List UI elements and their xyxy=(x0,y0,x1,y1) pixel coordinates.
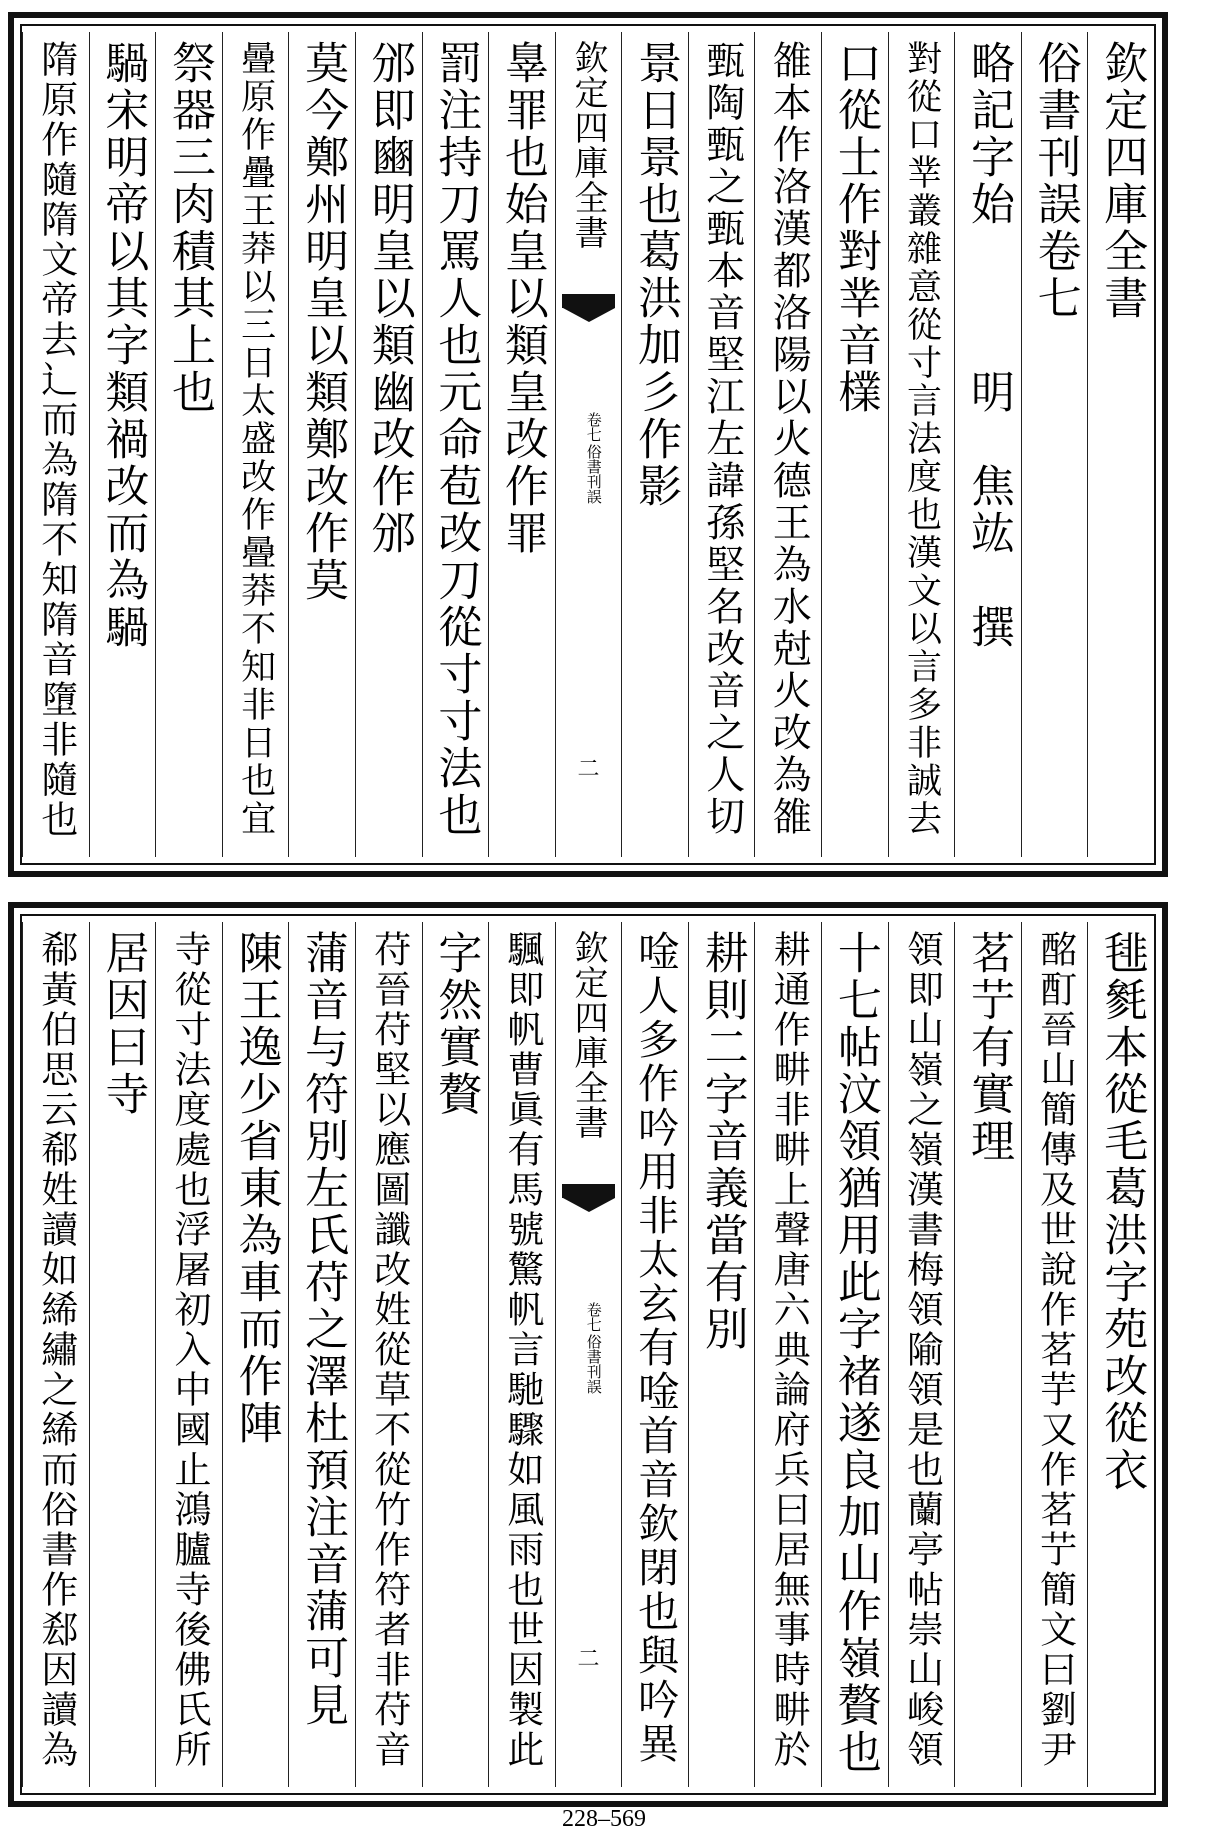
text-column xyxy=(22,922,89,1787)
column-text: 酩酊晉山簡傳及世說作茗芋又作茗艼簡文曰劉尹 xyxy=(1033,930,1077,1770)
text-column xyxy=(422,32,489,857)
text-column xyxy=(288,32,355,857)
column-text: 苻晉苻堅以應圖讖改姓從草不從竹作符者非苻音 xyxy=(367,930,411,1770)
text-column xyxy=(888,32,955,857)
band-book-title: 俗書刊誤 xyxy=(584,444,603,504)
column-text: 蒲音与符別左氏苻之澤杜預注音蒲可見 xyxy=(297,930,349,1729)
text-column xyxy=(821,922,888,1787)
band-book-info xyxy=(585,412,603,504)
band-book-info xyxy=(585,1302,603,1394)
column-text: 居因曰寺 xyxy=(97,930,149,1118)
text-column xyxy=(288,922,355,1787)
column-text: 騧宋明帝以其字類禍改而為騧 xyxy=(97,40,149,651)
fish-tail-mark xyxy=(562,294,616,322)
column-text: 十七帖汶領猶用此字褚遂良加山作嶺贅也 xyxy=(829,930,881,1776)
band-volume: 卷七 xyxy=(584,1302,603,1332)
text-column xyxy=(1021,32,1088,857)
text-column xyxy=(355,32,422,857)
text-column xyxy=(754,32,821,857)
text-column xyxy=(621,32,688,857)
column-text: 陳王逸少省東為車而作陣 xyxy=(230,930,282,1447)
footer-page-number: 228–569 xyxy=(562,1806,646,1832)
column-text: 茗艼有實理 xyxy=(963,930,1015,1165)
text-column xyxy=(155,922,222,1787)
page-upper xyxy=(8,12,1168,877)
center-band xyxy=(555,32,622,857)
band-book-title: 俗書刊誤 xyxy=(584,1334,603,1394)
text-column xyxy=(821,32,888,857)
text-column xyxy=(1021,922,1088,1787)
column-text: 莫今鄭州明皇以類鄭改作莫 xyxy=(297,40,349,604)
column-text: 欽定四庫全書 xyxy=(1096,40,1148,322)
column-text: 俗書刊誤卷七 xyxy=(1029,40,1081,322)
text-column xyxy=(688,32,755,857)
text-column xyxy=(89,32,156,857)
text-column xyxy=(89,922,156,1787)
band-page-number: 二 xyxy=(577,757,600,782)
text-column xyxy=(954,922,1021,1787)
text-column xyxy=(621,922,688,1787)
column-text: 郗黃伯思云郗姓讀如絺繡之絺而俗書作郄因讀為 xyxy=(34,930,78,1770)
fish-tail-mark xyxy=(562,1184,616,1212)
column-text: 耕則二字音義當有別 xyxy=(696,930,748,1353)
band-page-number: 二 xyxy=(577,1647,600,1672)
column-text: 對從口丵叢雜意從寸言法度也漢文以言多非誠去 xyxy=(901,40,942,838)
column-text: 口從士作對丵音檏 xyxy=(829,40,881,416)
text-column xyxy=(222,922,289,1787)
column-text: 甄陶甄之甄本音堅江左諱孫堅名改音之人切 xyxy=(699,40,745,838)
column-text: 略記字始 明 焦竑 撰 xyxy=(963,40,1015,651)
page-upper-frame xyxy=(20,24,1156,865)
text-column xyxy=(222,32,289,857)
column-text: 隋原作隨隋文帝去辶而為隋不知隋音墮非隨也 xyxy=(34,40,78,840)
text-column xyxy=(1087,922,1154,1787)
text-column xyxy=(1087,32,1154,857)
band-title: 欽定四庫全書 xyxy=(568,40,608,250)
text-column xyxy=(888,922,955,1787)
text-column xyxy=(422,922,489,1787)
column-text: 毴毿本從毛葛洪字苑改從衣 xyxy=(1096,930,1148,1494)
column-text: 曡原作疊王莽以三日太盛改作曡莽不知非日也宜 xyxy=(235,40,276,838)
column-text: 罰注持刀罵人也元命苞改刀從寸寸法也 xyxy=(430,40,482,839)
column-text: 景日景也葛洪加彡作影 xyxy=(630,40,682,510)
text-column xyxy=(22,32,89,857)
column-text: 祭器三肉積其上也 xyxy=(163,40,215,416)
column-text: 雒本作洛漢都洛陽以火德王為水尅火改為雒 xyxy=(766,40,812,838)
center-band xyxy=(555,922,622,1787)
column-text: 字然實贅 xyxy=(430,930,482,1118)
text-column xyxy=(488,922,555,1787)
text-column xyxy=(488,32,555,857)
column-text: 辠罪也始皇以類皇改作罪 xyxy=(496,40,548,557)
text-column xyxy=(954,32,1021,857)
column-text: 耕通作畊非畊上聲唐六典論府兵曰居無事時畊於 xyxy=(767,930,811,1770)
page-lower xyxy=(8,902,1168,1807)
text-column xyxy=(754,922,821,1787)
text-column xyxy=(155,32,222,857)
column-text: 邠即豳明皇以類幽改作邠 xyxy=(363,40,415,557)
column-text: 寺從寸法度處也浮屠初入中國止鴻臚寺後佛氏所 xyxy=(167,930,211,1770)
column-text: 唫人多作吟用非太玄有唫首音欽閉也與吟異 xyxy=(631,930,680,1766)
band-title: 欽定四庫全書 xyxy=(568,930,608,1140)
column-text: 颿即帆曹眞有馬號驚帆言馳驟如風雨也世因製此 xyxy=(500,930,544,1770)
column-text: 領即山嶺之嶺漢書梅領隃領是也蘭亭帖崇山峻領 xyxy=(900,930,944,1770)
text-column xyxy=(688,922,755,1787)
text-column xyxy=(355,922,422,1787)
page-lower-frame xyxy=(20,914,1156,1795)
band-volume: 卷七 xyxy=(584,412,603,442)
